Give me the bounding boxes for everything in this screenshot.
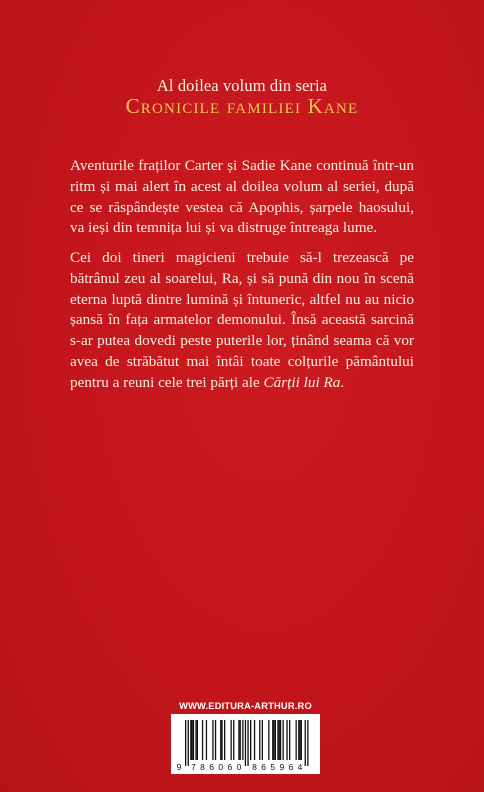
barcode-bar [240,720,241,760]
barcode-bar [193,720,194,760]
barcode-digit: 6 [288,762,294,772]
barcode-bar [299,720,300,760]
barcode-bar [215,720,216,760]
barcode-digit: 8 [252,762,257,772]
barcode-bar [262,720,263,760]
barcode-image [171,714,320,774]
barcode-digit: 0 [218,762,224,772]
barcode-bar [268,720,269,760]
barcode-bar [289,720,290,760]
barcode-bar [305,720,306,766]
barcode-bar [238,720,239,760]
barcode-bar [220,720,221,760]
barcode-bar [195,720,196,760]
barcode-bar [247,720,248,766]
barcode-bar [185,720,186,766]
barcode-digit: 9 [176,762,182,772]
publisher-website: WWW.EDITURA-ARTHUR.RO [179,701,312,711]
blurb-paragraph-2-end: . [340,373,345,391]
barcode-bar [283,720,284,760]
series-intro: Al doilea volum din seria [156,76,328,95]
barcode-bar [242,720,243,760]
barcode-bar [202,720,203,760]
barcode-bar [307,720,308,766]
barcode-bar [190,720,191,760]
barcode-bar [280,720,281,760]
barcode-bar [259,720,260,760]
blurb-paragraph-1: Aventurile fraților Carter și Sadie Kane continuă într-un ritm și mai alert în acest al doilea volum al seriei, după ce se răspândește vestea că Apophis, șarpele haosului, va ieși din temnița lui și va distruge întreaga lume. [70,157,414,237]
barcode-bar [221,720,222,760]
barcode-bar [206,720,207,760]
barcode-bar [224,720,225,760]
barcode-bar [301,720,302,760]
blurb-paragraph-2 [70,248,414,394]
book-title: Cărții lui Ra [263,373,341,391]
barcode-digit: 4 [297,762,303,772]
barcode-bar [250,720,251,760]
blurb-paragraph-2-text: Cei doi tineri magicieni trebuie să-l trezească pe bătrânul zeu al soarelui, Ra, și să pună din nou în scenă eterna luptă dintre lumină și întuneric, altfel nu au nicio șansă în fața armatelor demonului. Însă această sarcină s-ar putea dovedi peste puterile lor, ținând seama că vor avea de străbătut mai întâi toate colțurile pământului pentru a reuni cele trei părți ale [70,249,414,391]
barcode-bar [272,720,273,760]
barcode-digit: 6 [261,762,267,772]
barcode-bar [296,720,297,760]
barcode-bar [188,720,189,766]
barcode-bar [254,720,255,760]
barcode-bar [298,720,299,760]
barcode-digit: 5 [270,762,276,772]
barcode-digit: 6 [227,762,233,772]
barcode-digit: 8 [200,762,205,772]
barcode-bar [279,720,280,760]
barcode-bar [233,720,234,760]
barcode-digit: 0 [236,762,242,772]
barcode-digit: 7 [191,762,196,772]
barcode-bar [277,720,278,760]
barcode-bar [275,720,276,760]
barcode-bar [231,720,232,760]
barcode-bar [273,720,274,760]
barcode-bar [245,720,246,766]
series-name: Cronicile familiei Kane [125,94,359,118]
barcode-bar [197,720,198,760]
barcode-digit: 9 [279,762,285,772]
barcode-bar [212,720,213,760]
barcode-digit: 6 [209,762,215,772]
barcode-bar [192,720,193,760]
barcode-digits [177,762,303,772]
barcode-bar [286,720,287,760]
barcode-bars [185,720,309,766]
barcode [171,714,320,774]
